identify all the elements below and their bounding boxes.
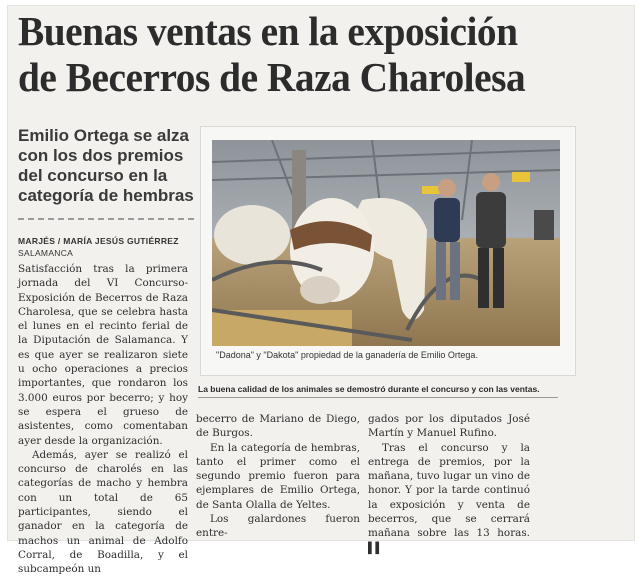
subheadline: Emilio Ortega se alza con los dos premios del concurso en la categoría de hembras xyxy=(18,126,194,205)
dashed-divider xyxy=(18,218,194,220)
dateline-location: SALAMANCA xyxy=(18,248,74,258)
byline: MARJÉS / MARÍA JESÚS GUTIÉRREZ xyxy=(18,236,179,246)
headline xyxy=(18,8,556,100)
paragraph: En la categoría de hembras, tanto el primer como el segundo premio fueron para ejemplares de Emilio Ortega, de Santa Olalla de Yeltes. xyxy=(196,441,360,511)
photo-info-line: La buena calidad de los animales se demostró durante el concurso y con las ventas. xyxy=(198,384,558,398)
paragraph xyxy=(368,441,530,556)
paragraph: Además, ayer se realizó el concurso de charolés en las categorías de macho y hembra con un total de 65 participantes, siendo el ganador en la categoría de machos un animal de Adolfo Corral, de Boadilla, y el subcampeón un xyxy=(18,448,188,576)
paragraph: becerro de Mariano de Diego, de Burgos. xyxy=(196,413,360,440)
photo-illustration xyxy=(212,140,560,346)
article-column-3 xyxy=(368,412,530,556)
article-column-1 xyxy=(18,262,188,577)
paragraph: Los galardones fueron entre- xyxy=(196,513,360,540)
cattle-photo xyxy=(212,140,560,346)
paragraph-text: Tras el concurso y la entrega de premios, por la mañana, tuvo lugar un vino de honor. Y por la tarde continuó la exposición y venta de becerros, que se cerrará mañana sobre las 13 horas. xyxy=(368,441,530,540)
headline-line-2: de Becerros de Raza Charolesa xyxy=(18,54,526,100)
photo-caption: "Dadona" y "Dakota" propiedad de la ganadería de Emilio Ortega. xyxy=(216,350,478,360)
paragraph: gados por los diputados José Martín y Manuel Rufino. xyxy=(368,413,530,440)
paragraph: Satisfacción tras la primera jornada del VI Concurso-Exposición de Becerros de Raza Charolesa, que se celebra hasta el lunes en el recinto ferial de la Diputación de Salamanca. Y es que ayer se realizaron siete u ocho operaciones a precios importantes, que rondaron los 3.000 euros por becerro; y hoy se espera el grueso de asistentes, como comentaban ayer desde la organización. xyxy=(18,263,188,447)
end-of-article-mark: ▌▌ xyxy=(368,542,383,554)
article-column-2 xyxy=(196,412,360,541)
headline-line-1: Buenas ventas en la exposición xyxy=(18,8,518,54)
